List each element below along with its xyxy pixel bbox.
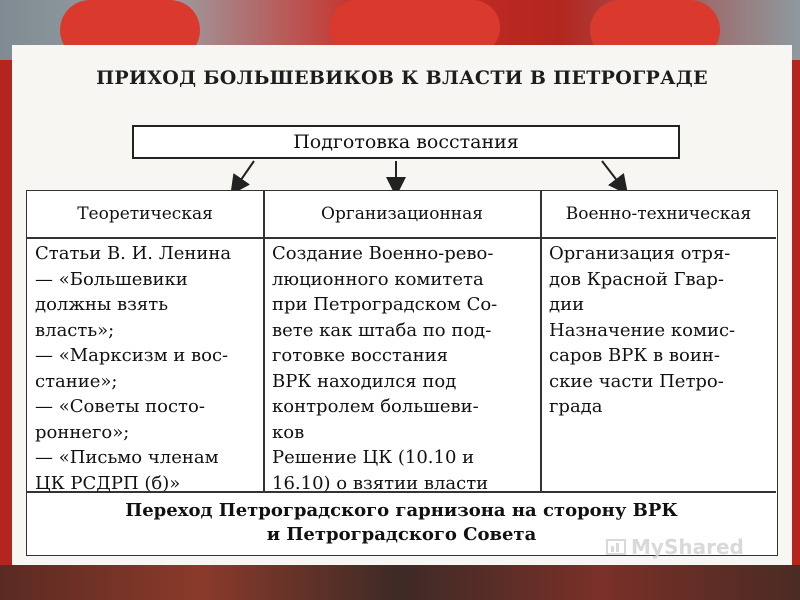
cell-line: саров ВРК в воин- <box>549 345 720 366</box>
footer-line: Переход Петроградского гарнизона на сторону ВРК <box>125 500 678 521</box>
cell-line: роннего»; <box>35 421 130 443</box>
cell-line: власть»; <box>35 319 115 341</box>
cell-line: вете как штаба по под- <box>272 319 492 341</box>
cell-line: люционного комитета <box>272 268 484 290</box>
cell-line: Статьи В. И. Ленина <box>35 243 232 264</box>
cell-line: — «Большевики <box>35 268 188 290</box>
cell-line: — «Письмо членам <box>35 447 219 468</box>
diagram-title: ПРИХОД БОЛЬШЕВИКОВ К ВЛАСТИ В ПЕТРОГРАДЕ <box>96 67 708 89</box>
arrow-left <box>236 161 254 187</box>
cell-line: ские части Петро- <box>549 370 724 392</box>
directions-table <box>26 190 778 556</box>
cell-theoretical <box>35 241 261 496</box>
cell-line: Решение ЦК (10.10 и <box>272 447 475 468</box>
header-divider <box>27 237 776 239</box>
cell-line: Создание Военно-рево- <box>272 243 494 264</box>
cell-line: Организация отря- <box>549 243 731 264</box>
diagram-panel <box>12 45 792 565</box>
cell-organizational <box>272 241 537 496</box>
cell-line: контролем большеви- <box>272 396 479 417</box>
cell-line: готовке восстания <box>272 345 448 366</box>
preparation-label: Подготовка восстания <box>293 131 519 153</box>
cell-line: — «Марксизм и вос- <box>35 345 229 366</box>
watermark-text: MyShared <box>631 535 744 559</box>
cell-line: при Петроградском Со- <box>272 294 498 315</box>
watermark-logo-icon <box>605 536 627 558</box>
cell-line: града <box>549 396 603 417</box>
column-header-theoretical: Теоретическая <box>77 204 213 224</box>
column-header-military: Военно-техническая <box>565 204 752 224</box>
column-header-organizational: Организационная <box>321 204 483 224</box>
cell-line: дов Красной Гвар- <box>549 268 724 290</box>
cell-line: 16.10) о взятии власти <box>272 472 489 494</box>
footer-line: и Петроградского Совета <box>266 524 537 545</box>
cell-line: ВРК находился под <box>272 370 457 392</box>
background-crowd <box>0 565 800 600</box>
cell-line: должны взять <box>35 294 169 315</box>
cell-line: Назначение комис- <box>549 319 736 341</box>
cell-line: ЦК РСДРП (б)» <box>35 472 181 494</box>
cell-line: стание»; <box>35 370 118 392</box>
cell-line: дии <box>549 294 585 315</box>
cell-line: — «Советы посто- <box>35 396 205 417</box>
watermark <box>605 535 744 559</box>
arrow-right <box>602 161 622 187</box>
cell-military <box>549 241 774 420</box>
cell-line: ков <box>272 421 305 443</box>
arrows <box>12 45 792 195</box>
